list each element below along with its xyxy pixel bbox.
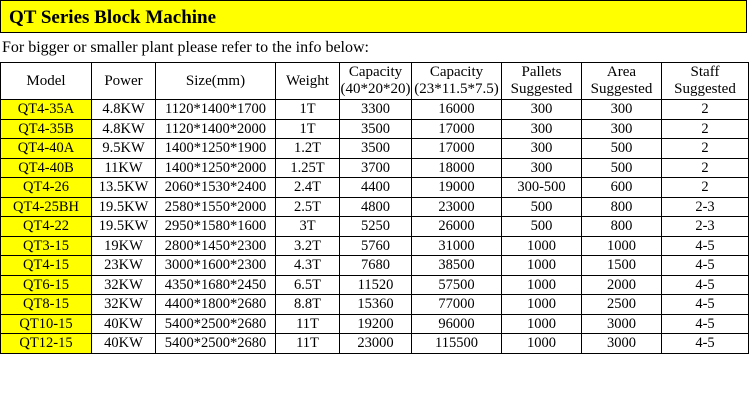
column-header-line1: Weight (286, 72, 329, 89)
column-header-line1: Capacity (429, 64, 484, 80)
column-header-line2: (23*11.5*7.5) (414, 81, 499, 97)
subtitle: For bigger or smaller plant please refer to the info below: (2, 39, 369, 56)
model-cell: QT12-15 (1, 334, 92, 354)
table-cell: 300 (502, 158, 582, 178)
table-cell: 1.25T (276, 158, 340, 178)
table-cell: 2 (662, 100, 749, 120)
column-header (92, 63, 156, 100)
table-cell: 3000*1600*2300 (156, 256, 276, 276)
table-cell: 4-5 (662, 275, 749, 295)
table-cell: 4-5 (662, 314, 749, 334)
table-cell: 1400*1250*1900 (156, 139, 276, 159)
column-header-line2: (40*20*20) (340, 81, 411, 97)
table-cell: 5400*2500*2680 (156, 334, 276, 354)
column-header-line1: Pallets (521, 64, 562, 80)
table-cell: 19.5KW (92, 217, 156, 237)
table-cell: 4.8KW (92, 119, 156, 139)
table-cell: 500 (502, 217, 582, 237)
table-cell: 11520 (340, 275, 412, 295)
table-cell: 3300 (340, 100, 412, 120)
table-cell: 3000 (582, 314, 662, 334)
model-cell: QT4-35A (1, 100, 92, 120)
table-cell: 1000 (582, 236, 662, 256)
column-header (412, 63, 502, 100)
table-cell: 500 (502, 197, 582, 217)
table-row (1, 256, 749, 276)
column-header (502, 63, 582, 100)
table-cell: 1000 (502, 236, 582, 256)
table-cell: 2-3 (662, 197, 749, 217)
table-cell: 2.5T (276, 197, 340, 217)
table-cell: 1000 (502, 295, 582, 315)
table-cell: 500 (582, 158, 662, 178)
table-cell: 11KW (92, 158, 156, 178)
table-cell: 300-500 (502, 178, 582, 198)
column-header (340, 63, 412, 100)
table-cell: 17000 (412, 139, 502, 159)
table-row (1, 334, 749, 354)
table-cell: 4800 (340, 197, 412, 217)
table-cell: 4350*1680*2450 (156, 275, 276, 295)
table-cell: 2000 (582, 275, 662, 295)
table-cell: 1000 (502, 256, 582, 276)
table-cell: 40KW (92, 314, 156, 334)
table-cell: 19200 (340, 314, 412, 334)
model-cell: QT4-26 (1, 178, 92, 198)
table-cell: 1.2T (276, 139, 340, 159)
table-row (1, 158, 749, 178)
table-cell: 32KW (92, 275, 156, 295)
table-cell: 1500 (582, 256, 662, 276)
table-cell: 26000 (412, 217, 502, 237)
column-header (1, 63, 92, 100)
column-header-line2: Suggested (510, 81, 573, 97)
table-cell: 1T (276, 100, 340, 120)
table-cell: 2 (662, 119, 749, 139)
table-cell: 4-5 (662, 236, 749, 256)
table-cell: 3700 (340, 158, 412, 178)
column-header (156, 63, 276, 100)
column-header (276, 63, 340, 100)
column-header-line1: Model (26, 72, 66, 89)
table-cell: 2800*1450*2300 (156, 236, 276, 256)
table-cell: 6.5T (276, 275, 340, 295)
table-cell: 300 (582, 100, 662, 120)
table-row (1, 314, 749, 334)
table-cell: 40KW (92, 334, 156, 354)
model-cell: QT4-22 (1, 217, 92, 237)
table-cell: 8.8T (276, 295, 340, 315)
column-header-line1: Staff (690, 64, 720, 80)
table-cell: 5250 (340, 217, 412, 237)
table-cell: 4400*1800*2680 (156, 295, 276, 315)
table-cell: 3.2T (276, 236, 340, 256)
table-cell: 23000 (412, 197, 502, 217)
table-cell: 300 (502, 100, 582, 120)
table-cell: 13.5KW (92, 178, 156, 198)
table-cell: 4.3T (276, 256, 340, 276)
table-cell: 2580*1550*2000 (156, 197, 276, 217)
model-cell: QT4-25BH (1, 197, 92, 217)
table-cell: 2-3 (662, 217, 749, 237)
table-cell: 57500 (412, 275, 502, 295)
table-cell: 600 (582, 178, 662, 198)
table-body (1, 100, 749, 354)
table-cell: 31000 (412, 236, 502, 256)
model-cell: QT4-15 (1, 256, 92, 276)
model-cell: QT8-15 (1, 295, 92, 315)
table-cell: 17000 (412, 119, 502, 139)
table-cell: 1000 (502, 334, 582, 354)
table-cell: 3000 (582, 334, 662, 354)
table-cell: 23000 (340, 334, 412, 354)
column-header-line2: Suggested (590, 81, 653, 97)
model-cell: QT4-40A (1, 139, 92, 159)
table-row (1, 139, 749, 159)
table-row (1, 100, 749, 120)
table-row (1, 236, 749, 256)
column-header (582, 63, 662, 100)
table-cell: 4-5 (662, 256, 749, 276)
table-cell: 500 (582, 139, 662, 159)
model-cell: QT4-35B (1, 119, 92, 139)
spec-table (0, 62, 749, 354)
table-cell: 19KW (92, 236, 156, 256)
table-cell: 16000 (412, 100, 502, 120)
table-cell: 1400*1250*2000 (156, 158, 276, 178)
table-cell: 77000 (412, 295, 502, 315)
table-cell: 2.4T (276, 178, 340, 198)
table-cell: 9.5KW (92, 139, 156, 159)
column-header (662, 63, 749, 100)
table-cell: 300 (502, 119, 582, 139)
table-cell: 2 (662, 139, 749, 159)
column-header-line1: Power (104, 72, 143, 89)
table-cell: 11T (276, 334, 340, 354)
table-cell: 2950*1580*1600 (156, 217, 276, 237)
table-cell: 32KW (92, 295, 156, 315)
table-cell: 2 (662, 178, 749, 198)
table-cell: 15360 (340, 295, 412, 315)
table-cell: 23KW (92, 256, 156, 276)
table-cell: 2 (662, 158, 749, 178)
column-header-line1: Size(mm) (185, 72, 246, 89)
table-cell: 115500 (412, 334, 502, 354)
table-cell: 2060*1530*2400 (156, 178, 276, 198)
table-cell: 19000 (412, 178, 502, 198)
table-cell: 5760 (340, 236, 412, 256)
table-cell: 4400 (340, 178, 412, 198)
table-cell: 4-5 (662, 334, 749, 354)
table-cell: 1T (276, 119, 340, 139)
column-header-line2: Suggested (674, 81, 736, 97)
table-cell: 1120*1400*2000 (156, 119, 276, 139)
column-header-line1: Capacity (348, 64, 403, 80)
table-cell: 1120*1400*1700 (156, 100, 276, 120)
table-cell: 18000 (412, 158, 502, 178)
table-cell: 11T (276, 314, 340, 334)
model-cell: QT4-40B (1, 158, 92, 178)
table-cell: 4-5 (662, 295, 749, 315)
model-cell: QT10-15 (1, 314, 92, 334)
table-cell: 3500 (340, 119, 412, 139)
table-cell: 300 (582, 119, 662, 139)
page-title: QT Series Block Machine (0, 0, 747, 33)
table-cell: 1000 (502, 275, 582, 295)
table-row (1, 275, 749, 295)
model-cell: QT6-15 (1, 275, 92, 295)
model-cell: QT3-15 (1, 236, 92, 256)
table-cell: 19.5KW (92, 197, 156, 217)
table-header-row (1, 63, 749, 100)
table-cell: 3T (276, 217, 340, 237)
table-row (1, 119, 749, 139)
table-cell: 300 (502, 139, 582, 159)
table-cell: 7680 (340, 256, 412, 276)
table-cell: 5400*2500*2680 (156, 314, 276, 334)
table-cell: 96000 (412, 314, 502, 334)
table-cell: 800 (582, 217, 662, 237)
column-header-line1: Area (606, 64, 637, 80)
table-row (1, 197, 749, 217)
table-cell: 800 (582, 197, 662, 217)
table-row (1, 295, 749, 315)
table-cell: 1000 (502, 314, 582, 334)
table-row (1, 178, 749, 198)
table-cell: 38500 (412, 256, 502, 276)
table-row (1, 217, 749, 237)
table-cell: 2500 (582, 295, 662, 315)
table-cell: 4.8KW (92, 100, 156, 120)
table-cell: 3500 (340, 139, 412, 159)
